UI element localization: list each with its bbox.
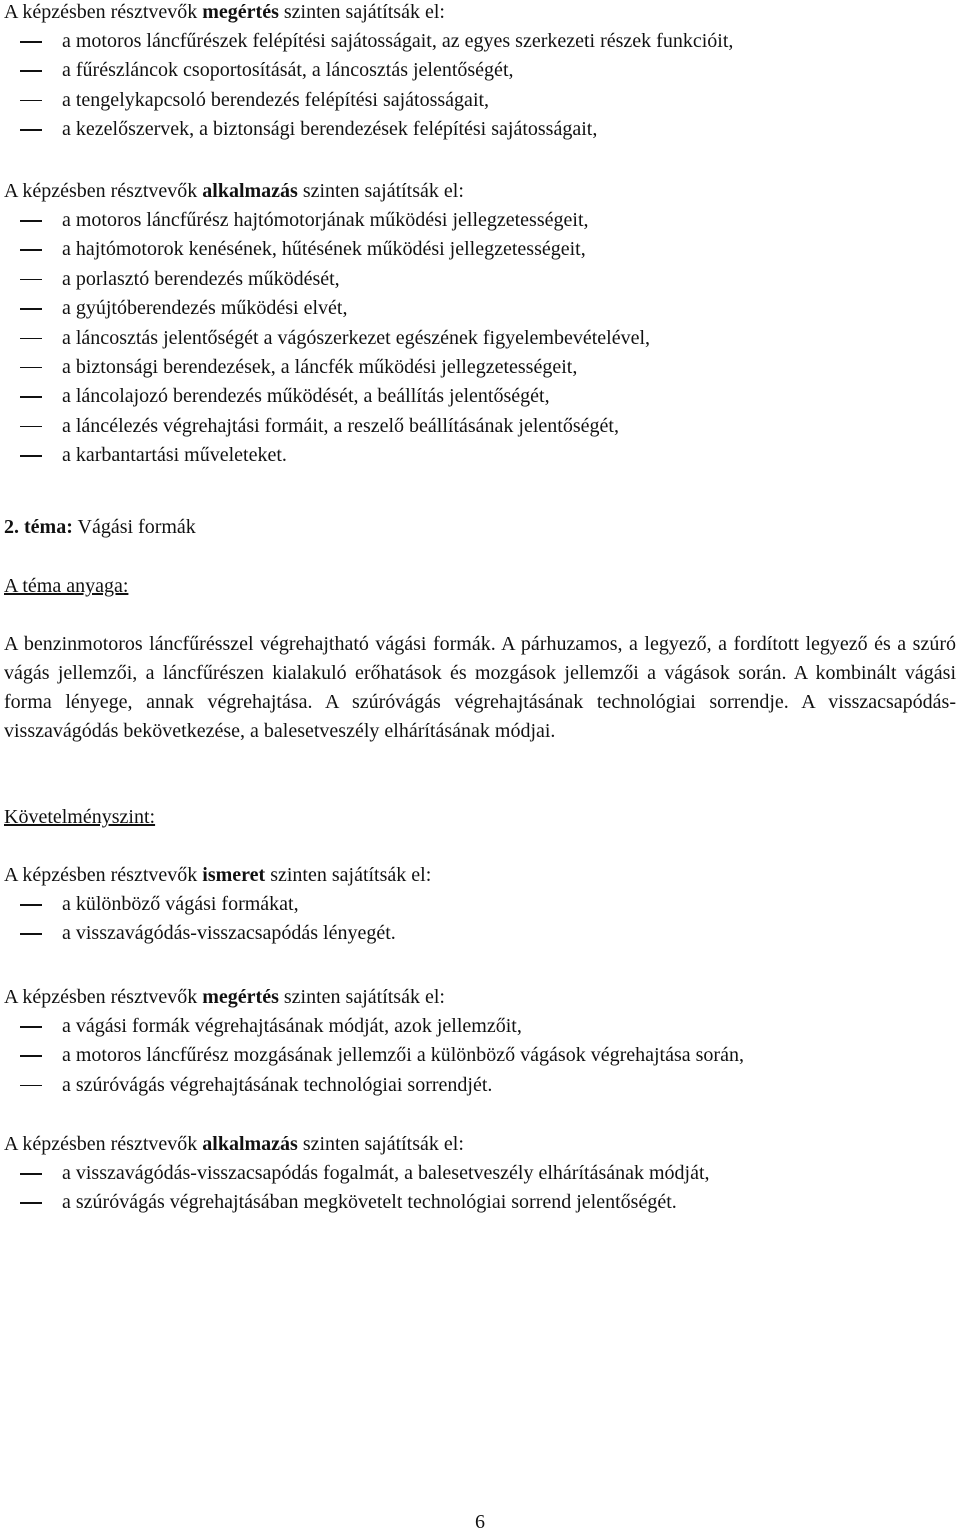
list-item: a motoros láncfűrész hajtómotorjának működési jellegzetességeit,: [4, 206, 956, 235]
list-item: a kezelőszervek, a biztonsági berendezések felépítési sajátosságait,: [4, 115, 956, 144]
dash-bullet: [20, 1173, 42, 1175]
dash-bullet: [20, 279, 42, 281]
dash-bullet: [20, 904, 42, 906]
requirement-heading: Követelményszint:: [4, 806, 156, 828]
list-item: a láncolajozó berendezés működését, a beállítás jelentőségét,: [4, 382, 956, 411]
section-understanding-1: [4, 0, 956, 145]
list-item: a láncélezés végrehajtási formáit, a reszelő beállításának jelentőségét,: [4, 412, 956, 441]
list-item: a szúróvágás végrehajtásában megkövetelt technológiai sorrend jelentőségét.: [4, 1188, 956, 1217]
dash-bullet: [20, 249, 42, 251]
material-heading: A téma anyaga:: [4, 575, 129, 597]
material-paragraph: A benzinmotoros láncfűrésszel végrehajtható vágási formák. A párhuzamos, a legyező, a fordított legyező és a szúró vágás jellemzői, a láncfűrészen kialakuló erőhatások és mozgások jellemzői a vágások során. A kombinált vágási forma lényege, annak végrehajtása. A szúróvágás végrehajtásának technológiai sorrendje. A visszacsapódás-visszavágódás bekövetkezése, a balesetveszély elhárításának módjai.: [4, 633, 956, 742]
section-intro: A képzésben résztvevők ismeret szinten sajátítsák el:: [4, 864, 432, 886]
section-application-1: [4, 177, 956, 471]
section-intro: A képzésben résztvevők alkalmazás szinten sajátítsák el:: [4, 1133, 464, 1155]
topic-number: 2. téma:: [4, 516, 73, 538]
dash-bullet: [20, 70, 42, 72]
section-intro: A képzésben résztvevők megértés szinten sajátítsák el:: [4, 986, 445, 1008]
section-intro: A képzésben résztvevők alkalmazás szinten sajátítsák el:: [4, 180, 464, 202]
list-item: a visszavágódás-visszacsapódás lényegét.: [4, 919, 956, 948]
list-item: a gyújtóberendezés működési elvét,: [4, 294, 956, 323]
list-item: a motoros láncfűrész mozgásának jellemzői a különböző vágások végrehajtása során,: [4, 1041, 956, 1070]
list-item: a tengelykapcsoló berendezés felépítési sajátosságait,: [4, 86, 956, 115]
dash-bullet: [20, 1055, 42, 1057]
dash-bullet: [20, 220, 42, 222]
dash-bullet: [20, 308, 42, 310]
dash-bullet: [20, 338, 42, 340]
section-intro: A képzésben résztvevők megértés szinten sajátítsák el:: [4, 1, 445, 23]
dash-bullet: [20, 367, 42, 369]
dash-bullet: [20, 100, 42, 102]
page-number: 6: [475, 1511, 485, 1533]
list-item: a hajtómotorok kenésének, hűtésének működési jellegzetességeit,: [4, 235, 956, 264]
list-item: a fűrészláncok csoportosítását, a láncosztás jelentőségét,: [4, 56, 956, 85]
list-item: a szúróvágás végrehajtásának technológiai sorrendjét.: [4, 1071, 956, 1100]
section-understanding-2: [4, 983, 956, 1100]
dash-bullet: [20, 933, 42, 935]
dash-bullet: [20, 426, 42, 428]
topic-heading: [4, 513, 956, 542]
list-item: a karbantartási műveleteket.: [4, 441, 956, 470]
list-item: a visszavágódás-visszacsapódás fogalmát, a balesetveszély elhárításának módját,: [4, 1159, 956, 1188]
list-item: a biztonsági berendezések, a láncfék működési jellegzetességeit,: [4, 353, 956, 382]
list-item: a vágási formák végrehajtásának módját, azok jellemzőit,: [4, 1012, 956, 1041]
dash-bullet: [20, 1026, 42, 1028]
section-application-2: [4, 1130, 956, 1218]
list-item: a motoros láncfűrészek felépítési sajátosságait, az egyes szerkezeti részek funkcióit,: [4, 27, 956, 56]
section-knowledge: [4, 861, 956, 949]
dash-bullet: [20, 455, 42, 457]
dash-bullet: [20, 396, 42, 398]
dash-bullet: [20, 129, 42, 131]
topic-title: Vágási formák: [72, 516, 196, 538]
dash-bullet: [20, 1085, 42, 1087]
list-item: a láncosztás jelentőségét a vágószerkezet egészének figyelembevételével,: [4, 324, 956, 353]
list-item: a porlasztó berendezés működését,: [4, 265, 956, 294]
dash-bullet: [20, 1202, 42, 1204]
list-item: a különböző vágási formákat,: [4, 890, 956, 919]
dash-bullet: [20, 41, 42, 43]
